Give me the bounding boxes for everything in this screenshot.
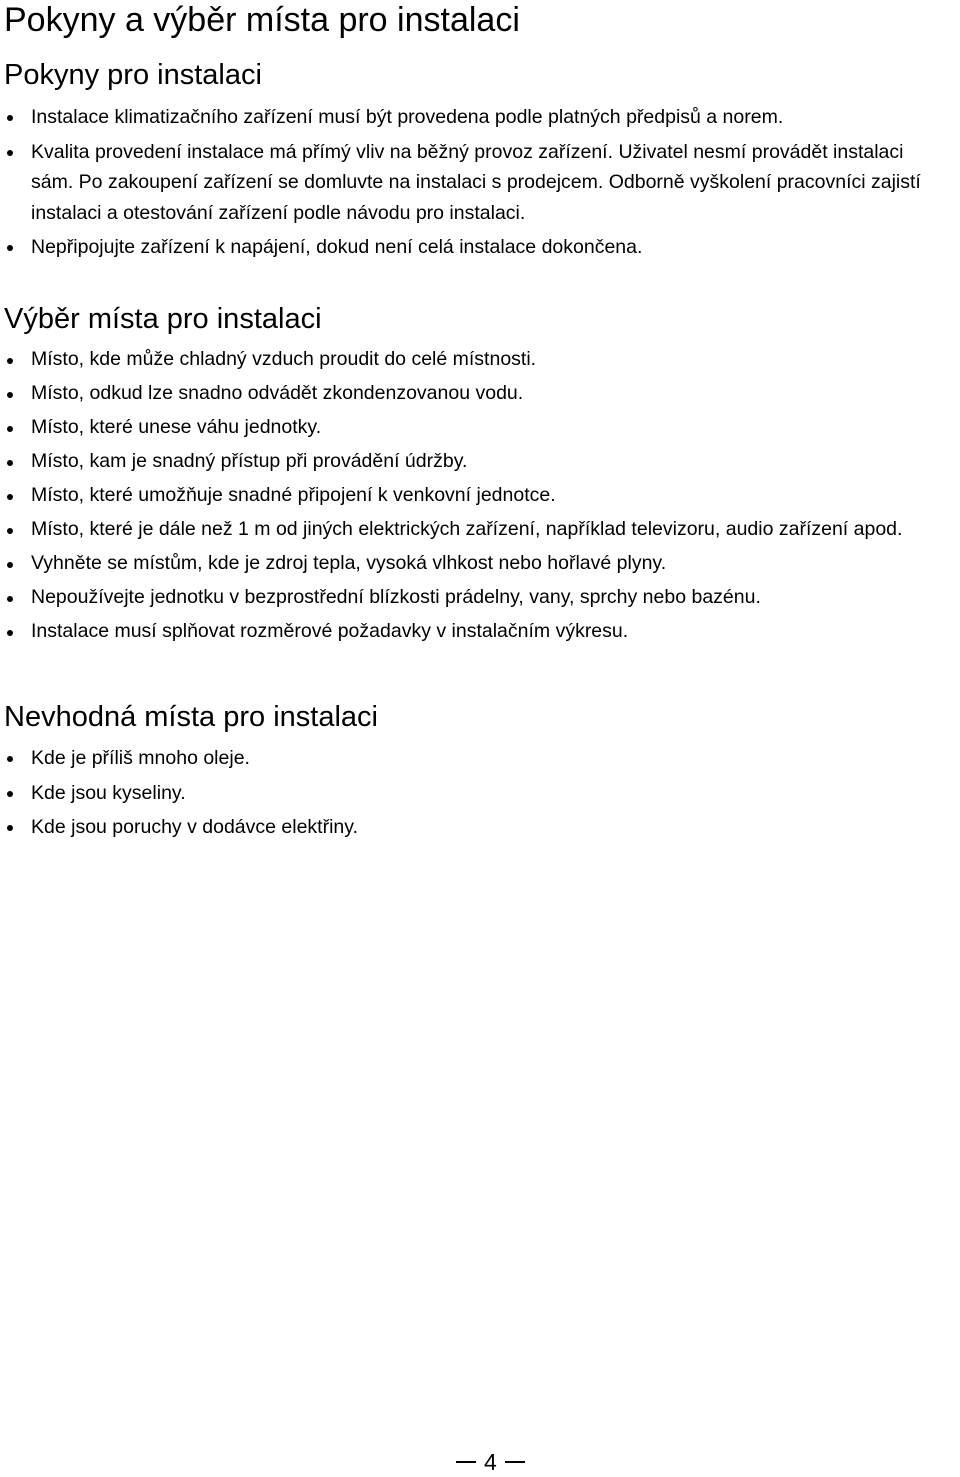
list-item: Místo, které unese váhu jednotky. [0, 414, 944, 442]
list-item: Kde jsou kyseliny. [0, 779, 944, 807]
section-heading-nevhodna: Nevhodná místa pro instalaci [4, 701, 378, 733]
page-title: Pokyny a výběr místa pro instalaci [4, 1, 520, 39]
bullet-list-nevhodna [0, 744, 944, 848]
list-item: Kvalita provedení instalace má přímý vliv na běžný provoz zařízení. Uživatel nesmí provádět instalaci sám. Po zakoupení zařízení se domluvte na instalaci s prodejcem. Odborně vyškolení pracovníci zajistí instalaci a otestování zařízení podle návodu pro instalaci. [0, 137, 944, 229]
list-item: Instalace klimatizačního zařízení musí být provedena podle platných předpisů a norem. [0, 102, 944, 133]
dash-right [505, 1461, 525, 1463]
list-item: Nepoužívejte jednotku v bezprostřední blízkosti prádelny, vany, sprchy nebo bazénu. [0, 584, 944, 612]
section-heading-pokyny: Pokyny pro instalaci [4, 59, 262, 91]
bullet-list-vyber [0, 346, 944, 652]
list-item: Místo, které je dále než 1 m od jiných elektrických zařízení, například televizoru, audio zařízení apod. [0, 516, 944, 544]
list-item: Místo, které umožňuje snadné připojení k venkovní jednotce. [0, 482, 944, 510]
section-heading-vyber: Výběr místa pro instalaci [4, 303, 322, 335]
list-item: Kde jsou poruchy v dodávce elektřiny. [0, 813, 944, 841]
list-item: Místo, kam je snadný přístup při provádění údržby. [0, 448, 944, 476]
page-number: 4 [484, 1448, 497, 1475]
bullet-list-pokyny [0, 102, 944, 267]
list-item: Nepřipojujte zařízení k napájení, dokud není celá instalace dokončena. [0, 232, 944, 263]
list-item: Místo, kde může chladný vzduch proudit do celé místnosti. [0, 346, 944, 374]
list-item: Instalace musí splňovat rozměrové požadavky v instalačním výkresu. [0, 618, 944, 646]
list-item: Místo, odkud lze snadno odvádět zkondenzovanou vodu. [0, 380, 944, 408]
list-item: Vyhněte se místům, kde je zdroj tepla, vysoká vlhkost nebo hořlavé plyny. [0, 550, 944, 578]
list-item: Kde je příliš mnoho oleje. [0, 744, 944, 772]
dash-left [456, 1461, 476, 1463]
